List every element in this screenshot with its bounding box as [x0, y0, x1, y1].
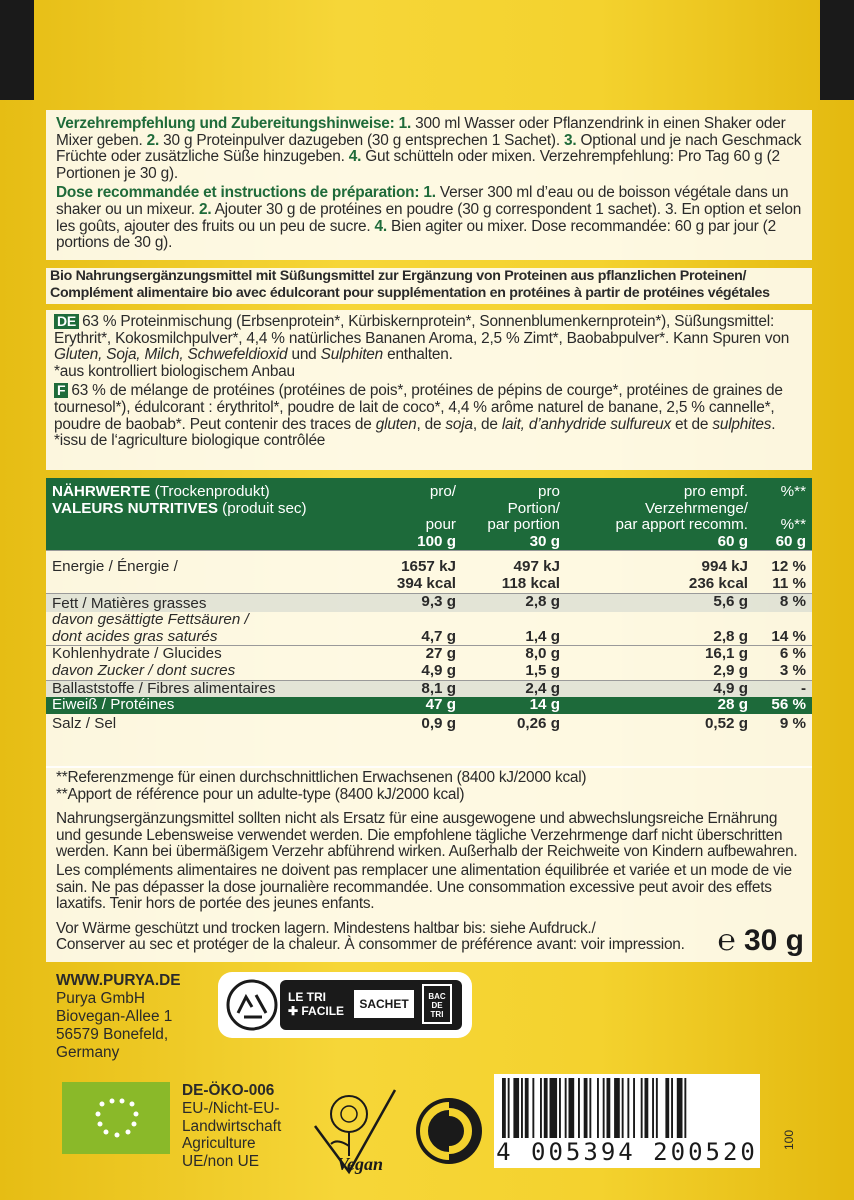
- website: WWW.PURYA.DE: [56, 972, 181, 989]
- triman-sorting-logo: LE TRI ✚ FACILE SACHET BAC DE TRI: [218, 972, 472, 1038]
- barcode-bar: [603, 1078, 605, 1138]
- eu-organic-leaf-logo: [62, 1082, 170, 1154]
- triman-icon: [224, 977, 280, 1033]
- barcode-bar: [502, 1078, 506, 1138]
- barcode-bar: [607, 1078, 611, 1138]
- barcode-bar: [622, 1078, 624, 1138]
- product-line-fr: Complément alimentaire bio avec édulcorant pour supplémentation en protéines à partir de protéines végétales: [50, 285, 770, 301]
- organic-certification: DE-ÖKO-006 EU-/Nicht-EU- Landwirtschaft Agriculture UE/non UE: [182, 1082, 282, 1171]
- preparation-de: Verzehrempfehlung und Zubereitungshinweise: 1. 300 ml Wasser oder Pflanzendrink in einen Shaker oder Mixer geben. 2. 30 g Proteinpulver dazugeben (30 g entsprechen 1 Sachet). 3. Optional und je nach Geschmack Früchte oder zusätzliche Süße hinzugeben. 4. Gut schütteln oder mixen. Verzehrempfehlung: Pro Tag 60 g (2 Portionen je 30 g).: [56, 115, 802, 182]
- nutrition-table: [46, 478, 812, 732]
- net-weight: ℮ 30 g: [717, 924, 804, 957]
- eu-organic-leaf-icon: [62, 1082, 170, 1154]
- barcode-bar: [569, 1078, 575, 1138]
- barcode-bar: [641, 1078, 643, 1138]
- product-designation: [46, 268, 812, 304]
- corner-tab-left: [0, 0, 34, 100]
- warning-de: Nahrungsergänzungsmittel sollten nicht als Ersatz für eine ausgewogene und abwechslungsreiche Ernährung und gesunde Lebensweise verwendet werden. Die empfohlene tägliche Verzehrmenge darf nicht überschritten werden. Kann bei übermäßigem Verzehr abführend wirken. Außerhalb der Reichweite von Kindern aufbewahren.: [56, 810, 798, 861]
- nutrition-row-carbs: Kohlenhydrate / Glucides 27 g 8,0 g 16,1 g 6 %: [46, 646, 812, 663]
- barcode-bar: [627, 1078, 629, 1138]
- green-dot-recycling-icon: [416, 1098, 482, 1164]
- product-line-de: Bio Nahrungsergänzungsmittel mit Süßungsmittel zur Ergänzung von Proteinen aus pflanzlichen Proteinen/: [50, 268, 747, 284]
- storage-fr: Conserver au sec et protéger de la chaleur. À consommer de préférence avant: voir impression.: [56, 936, 685, 954]
- ingredients-fr: F 63 % de mélange de protéines (protéines de pois*, protéines de pépins de courge*, protéines de graines de tournesol*), édulcorant : érythritol*, poudre de lait de coco*, 4,4 % arôme naturel de banane, 2,5 % cannelle*, poudre de baobab*. Peut contenir des traces de gluten, de soja, de lait, d’anhydride sulfureux et de sulphites. *issu de l‘agriculture biologique contrôlée: [54, 382, 783, 450]
- nutrition-row-protein: Eiweiß / Protéines 47 g 14 g 28 g 56 %: [46, 697, 812, 714]
- barcode-bar: [550, 1078, 558, 1138]
- lang-tag-fr: F: [54, 383, 68, 398]
- reference-note-fr: **Apport de référence pour un adulte-type (8400 kJ/2000 kcal): [56, 785, 465, 803]
- edge-code: 100: [782, 1129, 796, 1150]
- nutrition-row-salt: Salz / Sel 0,9 g 0,26 g 0,52 g 9 %: [52, 714, 806, 732]
- barcode-bar: [677, 1078, 683, 1138]
- barcode-bar: [614, 1078, 620, 1138]
- barcode-digits: 4 005394 200520: [496, 1138, 758, 1166]
- lang-tag-de: DE: [54, 314, 79, 329]
- barcode-bar: [540, 1078, 542, 1138]
- barcode-bar: [508, 1078, 510, 1138]
- estimated-sign: ℮: [717, 924, 736, 957]
- ean-barcode: [494, 1074, 760, 1168]
- barcode-bar: [584, 1078, 588, 1138]
- reference-note-de: **Referenzmenge für einen durchschnittlichen Erwachsenen (8400 kJ/2000 kcal): [56, 769, 587, 786]
- nutrition-row-saturated: davon gesättigte Fettsäuren / dont acides gras saturés 4,7 g 1,4 g 2,8 g 14 %: [52, 611, 806, 645]
- nutrition-row-energy: Energie / Énergie / 1657 kJ 394 kcal 497 kJ 118 kcal 994 kJ 236 kcal 12 % 11 %: [46, 551, 812, 593]
- barcode-bar: [578, 1078, 580, 1138]
- barcode-bar: [513, 1078, 519, 1138]
- nutrition-row-fibre: Ballaststoffe / Fibres alimentaires 8,1 g 2,4 g 4,9 g -: [46, 680, 812, 697]
- barcode-bar: [665, 1078, 669, 1138]
- barcode-bar: [671, 1078, 673, 1138]
- barcode-bar: [565, 1078, 567, 1138]
- company-address: WWW.PURYA.DE Purya GmbH Biovegan-Allee 1 56579 Bonefeld, Germany: [56, 972, 181, 1061]
- barcode-bar: [684, 1078, 686, 1138]
- barcode-bars: [502, 1078, 752, 1138]
- corner-tab-right: [820, 0, 854, 100]
- vegan-label: Vegan: [337, 1154, 384, 1174]
- barcode-bar: [656, 1078, 658, 1138]
- barcode-bar: [597, 1078, 599, 1138]
- storage-de: Vor Wärme geschützt und trocken lagern. Mindestens haltbar bis: siehe Aufdruck./: [56, 919, 596, 937]
- nutrition-row-sugar: davon Zucker / dont sucres 4,9 g 1,5 g 2,9 g 3 %: [52, 661, 806, 679]
- nutrition-header: NÄHRWERTE (Trockenprodukt) VALEURS NUTRITIVES (produit sec) pro/ pour 100 g pro Portion/ par portion 30 g pro empf. Verzehrmenge/ par apport recomm. 60 g %** %** 60 g: [46, 478, 812, 551]
- bin-icon: BAC DE TRI: [422, 984, 452, 1024]
- ingredients-de: DE 63 % Proteinmischung (Erbsenprotein*, Kürbiskernprotein*, Sonnenblumenkernprotein*), Süßungsmittel: Erythrit*, Kokosmilchpulver*, 4,4 % natürliches Bananen Aroma, 2,5 % Zimt*, Baobabpulver*. Kann Spuren von Gluten, Soja, Milch, Schwefeldioxid und Sulphiten enthalten. *aus kontrolliert biologischem Anbau: [54, 313, 790, 380]
- ingredients-panel: [46, 310, 812, 470]
- barcode-bar: [633, 1078, 635, 1138]
- notes-panel: [46, 766, 812, 962]
- preparation-panel: [46, 110, 812, 260]
- barcode-bar: [521, 1078, 523, 1138]
- barcode-bar: [652, 1078, 654, 1138]
- barcode-bar: [559, 1078, 561, 1138]
- barcode-bar: [645, 1078, 649, 1138]
- nutrition-row-fat: Fett / Matières grasses 9,3 g 2,8 g 5,6 g 8 %: [46, 593, 812, 612]
- warning-fr: Les compléments alimentaires ne doivent pas remplacer une alimentation équilibrée et variée et un mode de vie sain. Ne pas dépasser la dose journalière recommandée. Une consommation excessive peut avoir des effets laxatifs. Tenir hors de portée des jeunes enfants.: [56, 861, 792, 913]
- barcode-bar: [544, 1078, 548, 1138]
- barcode-bar: [525, 1078, 529, 1138]
- vegan-flower-icon: [305, 1086, 401, 1178]
- preparation-fr: Dose recommandée et instructions de préparation: 1. Verser 300 ml d’eau ou de boisson végétale dans un shaker ou un mixeur. 2. Ajouter 30 g de protéines en poudre (30 g correspondent 1 sachet). 3. En option et selon les goûts, ajouter des fruits ou un peu de sucre. 4. Bien agiter ou mixer. Dose recommandée: 60 g par jour (2 portions de 30 g).: [56, 184, 802, 252]
- barcode-bar: [589, 1078, 591, 1138]
- nutrition-panel: [46, 478, 812, 768]
- barcode-bar: [532, 1078, 534, 1138]
